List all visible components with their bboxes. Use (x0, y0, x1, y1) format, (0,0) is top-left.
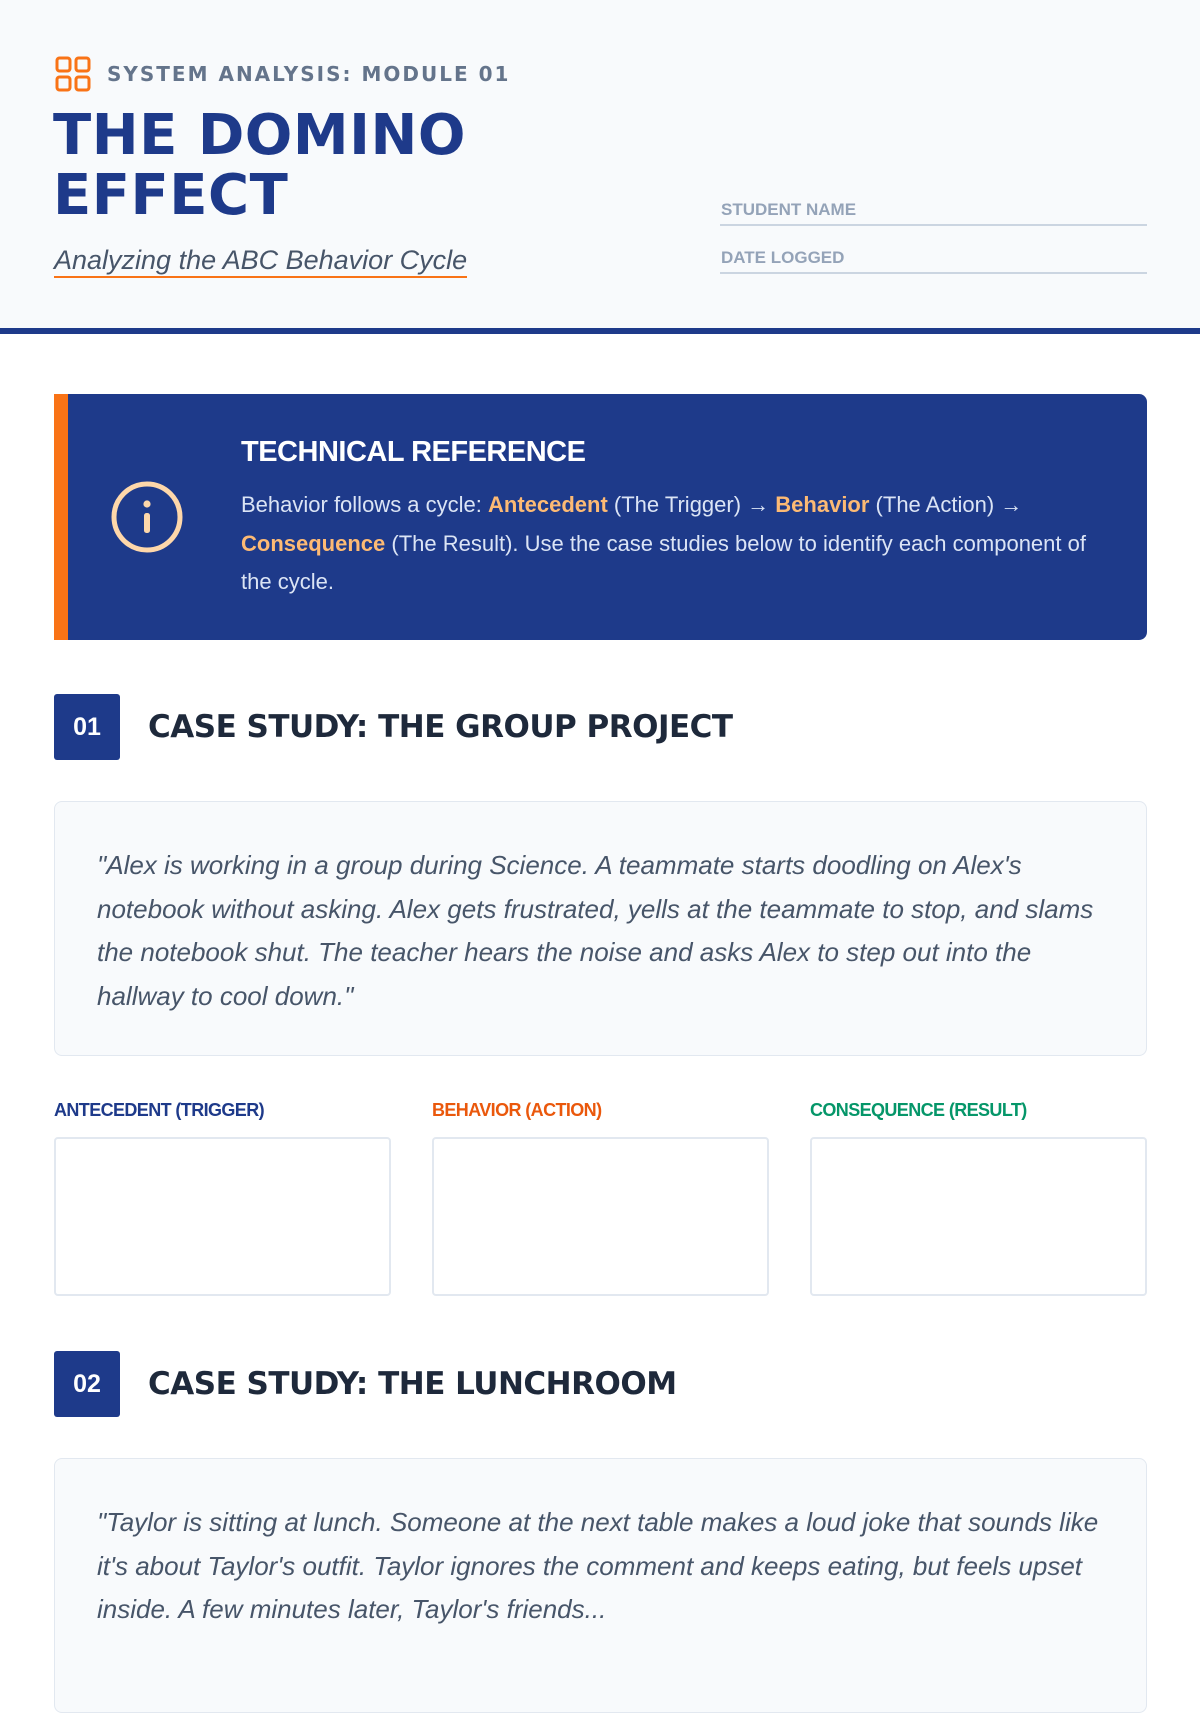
page-title: THE DOMINO EFFECT (53, 103, 466, 228)
case-number-badge: 01 (54, 694, 120, 760)
antecedent-label: ANTECEDENT (TRIGGER) (54, 1100, 264, 1120)
reference-accent-bar (54, 394, 68, 640)
grid-icon (55, 56, 91, 92)
term-behavior-desc: (The Action) → (869, 492, 1023, 517)
date-logged-label: DATE LOGGED (721, 248, 845, 267)
reference-title: TECHNICAL REFERENCE (241, 436, 586, 468)
case-study-header (54, 1351, 677, 1417)
term-antecedent-desc: (The Trigger) → (607, 492, 776, 517)
antecedent-answer-box[interactable] (54, 1137, 391, 1296)
term-consequence: Consequence (241, 530, 386, 556)
technical-reference-box (54, 394, 1147, 640)
reference-body (241, 486, 1101, 602)
consequence-answer-box[interactable] (810, 1137, 1147, 1296)
term-antecedent: Antecedent (488, 492, 608, 517)
reference-intro: Behavior follows a cycle: (241, 492, 488, 517)
case-study-title: CASE STUDY: THE LUNCHROOM (148, 1366, 677, 1402)
page-subtitle: Analyzing the ABC Behavior Cycle (54, 244, 467, 278)
case-story: "Taylor is sitting at lunch. Someone at the next table makes a loud joke that sounds like it's about Taylor's outfit. Taylor ignores the comment and keeps eating, but feels upset inside. A few minutes later, Taylor's friends... (54, 1458, 1147, 1713)
info-icon (110, 480, 184, 554)
term-consequence-desc: (The Result). Use the case studies below to identify each component of the cycle. (241, 530, 1086, 594)
student-name-label: STUDENT NAME (721, 200, 857, 219)
behavior-answer-box[interactable] (432, 1137, 769, 1296)
worksheet-header (0, 0, 1200, 334)
behavior-label: BEHAVIOR (ACTION) (432, 1100, 602, 1120)
module-label: SYSTEM ANALYSIS: MODULE 01 (107, 62, 511, 86)
case-story: "Alex is working in a group during Science. A teammate starts doodling on Alex's notebook without asking. Alex gets frustrated, yells at the teammate to stop, and slams the notebook shut. The teacher hears the noise and asks Alex to step out into the hallway to cool down." (54, 801, 1147, 1056)
module-row (55, 56, 510, 92)
term-behavior: Behavior (775, 492, 870, 517)
case-study-title: CASE STUDY: THE GROUP PROJECT (148, 709, 733, 745)
date-logged-field[interactable] (720, 248, 1147, 274)
case-study-header (54, 694, 733, 760)
student-name-field[interactable] (720, 200, 1147, 226)
case-number-badge: 02 (54, 1351, 120, 1417)
consequence-label: CONSEQUENCE (RESULT) (810, 1100, 1027, 1120)
